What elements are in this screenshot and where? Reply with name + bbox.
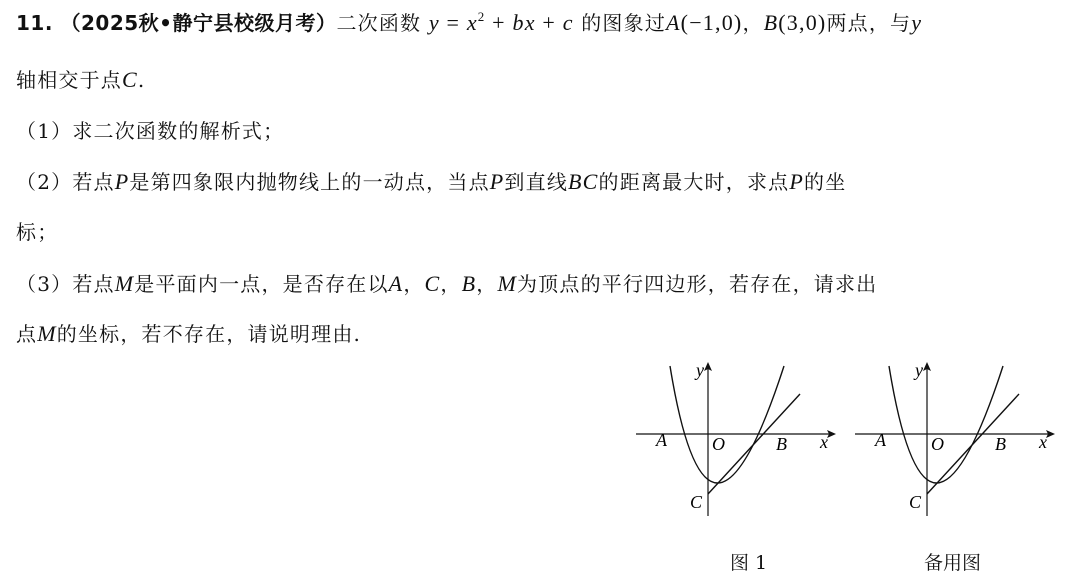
stem-text-1: 二次函数 xyxy=(336,11,422,35)
part2-line1: （2）若点P是第四象限内抛物线上的一动点，当点P到直线BC的距离最大时，求点P的坐 xyxy=(16,169,847,194)
stem-text-2: 的图象过 xyxy=(581,11,667,35)
part3-line1: （3）若点M是平面内一点，是否存在以A，C，B，M为顶点的平行四边形，若存在，请求出 xyxy=(16,271,878,296)
label-x: x xyxy=(1039,432,1047,452)
label-o: O xyxy=(712,434,725,454)
label-y: y xyxy=(915,360,923,380)
label-a: A xyxy=(656,430,667,450)
part2-line2: 标； xyxy=(16,220,59,244)
point-b: B(3,0) xyxy=(763,10,827,35)
parabola-curve xyxy=(670,366,784,483)
figure-1-caption: 图 1 xyxy=(730,552,768,574)
stem-text-3: 两点，与 xyxy=(826,11,912,35)
point-c: C xyxy=(122,67,138,92)
label-x: x xyxy=(820,432,828,452)
label-b: B xyxy=(776,434,787,454)
figure-1-graph xyxy=(632,358,844,518)
problem-source: （2025秋•静宁县校级月考） xyxy=(60,11,337,35)
separator: ， xyxy=(742,11,764,35)
problem-stem-line1 xyxy=(16,10,922,36)
period: . xyxy=(137,68,146,92)
equation: $y = x^2$ + bx + c xyxy=(428,9,574,35)
label-a: A xyxy=(875,430,886,450)
point-a: A(−1,0) xyxy=(666,10,743,35)
problem-stem-line2 xyxy=(16,67,145,93)
figure-2-caption: 备用图 xyxy=(924,552,982,574)
label-y: y xyxy=(696,360,704,380)
part3-line2: 点M的坐标，若不存在，请说明理由. xyxy=(16,321,362,346)
label-c: C xyxy=(909,492,922,512)
parabola-curve xyxy=(889,366,1003,483)
figure-2-graph xyxy=(851,358,1063,518)
stem-line2-text: 轴相交于点 xyxy=(16,68,122,92)
label-b: B xyxy=(995,434,1006,454)
axis-y-label: y xyxy=(911,10,923,35)
part1: （1）求二次函数的解析式； xyxy=(16,119,285,143)
label-o: O xyxy=(931,434,944,454)
label-c: C xyxy=(690,492,703,512)
problem-number: 11. xyxy=(16,11,53,35)
